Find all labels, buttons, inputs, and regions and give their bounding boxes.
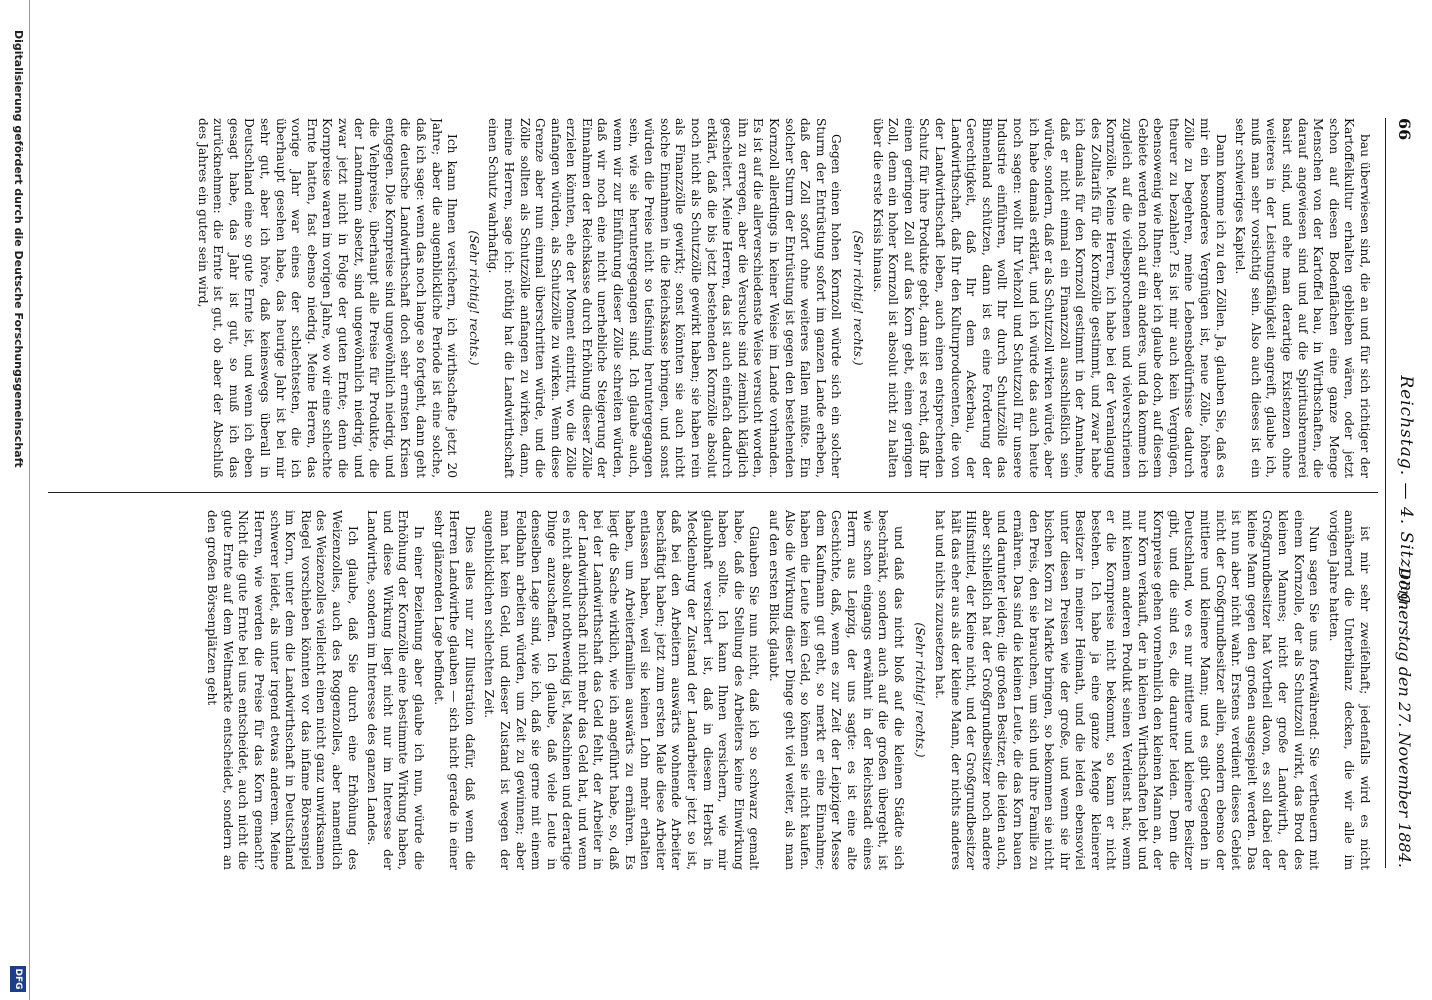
paragraph: Nun sagen Sie uns fortwährend: Sie vertheuern mit einem Kornzolle, der als Schutzzoll wirkt, das Brod des kleinen Mannes; nicht der große Landwirth, der Großgrundbesitzer hat Vortheil davon, es soll dabei der kleine Mann gegen den großen ausgespielt werden. Das ist nun aber nicht wahr. Erstens verdient dieses Gebiet nicht der Großgrundbesitzer allein, sondern ebenso der mittlere und kleinere Mann; und es gibt Gegenden in Deutschland, wo es nur mittlere und kleinere Besitzer gibt, und die sind es, die darunter leiden. Denn die Kornpreise gehen vornehmlich den kleinen Mann an, der nur Korn verkauft, der in kleinen Wirthschaften lebt und mit keinem anderen Produkt seinen Verdienst hat; wenn er die Kornpreise nicht bekommt, so kann er nicht bestehen. Ich habe ja eine ganze Menge kleinerer Besitzer in meiner Heimath, und die leiden ebensoviel unter diesen Preisen wie der große, und wenn sie ihr bischen Korn zu Markte bringen, so bekommen sie nicht den Preis, den sie brauchen, um sich und ihre Familie zu ernähren. Das sind die kleinen Leute, die das Korn bauen und darunter leiden; die großen Besitzer, die leiden auch, aber schließlich hat der Großgrundbesitzer noch andere Hilfsmittel, der Kleine nicht, und der Großgrundbesitzer hält das eher aus als der kleine Mann, der nichts anderes hat und nichts zuzusetzen hat. <box>932 510 1322 870</box>
speaker-reaction: (Sehr richtig! rechts.) <box>913 622 928 758</box>
left-column <box>52 118 1372 478</box>
paragraph: Glauben Sie nun nicht, daß ich so schwarz gemalt habe, daß die Stellung des Arbeiters keine Einwirkung haben sollte. Ich kann Ihnen versichern, wie mir glaubhaft versichert ist, daß in diesem Herbst in Mecklenburg der Zustand der Landarbeiter jetzt so ist, daß bei den Arbeitern auswärts wohnende Arbeiter beschäftigt haben; jetzt zum ersten Male diese Arbeiter entlassen haben, weil sie keinen Lohn mehr erhalten haben, um Arbeiterfamilien auswärts zu ernähren. Es liegt die Sache wirklich, wie ich angeführt habe, so, daß bei der Landwirthschaft das Geld fehlt, der Arbeiter in der Landwirthschaft nicht mehr das Geld hat, und wenn es nicht absolut nothwendig ist, Maschinen und derartige Dinge anzuschaffen. Ich glaube, daß viele Leute in denselben Lage sind, wie ich, daß sie gerne mit einem Feldbahn arbeiten würden, um Zeit zu gewinnen; aber man hat kein Geld, und dieser Zustand ist wegen der augenblicklichen schlechten Zeit. <box>482 510 762 870</box>
paragraph: Gegen einen hohen Kornzoll würde sich ein solcher Sturm der Entrüstung sofort im ganzen Lande erheben, daß der Zoll sofort ohne weiteres fallen müßte. Ein solcher Sturm der Entrüstung ist gegen den bestehenden Kornzoll allerdings in keiner Weise im Lande vorhanden. Es ist auf die allerverschiedenste Weise versucht worden, ihn zu erregen, aber die Versuche sind ziemlich kläglich gescheitert. Meine Herren, das ist auch einfach dadurch erklärt, daß die bis jetzt bestehenden Kornzölle absolut noch nicht als Schutzzölle gewirkt haben; sie haben rein als Finanzzölle gewirkt; sonst könnten sie auch nicht solche Einnahmen in die Reichskasse bringen, und sonst würden die Preise nicht so tiefsinnig heruntergegangen sein, wie sie heruntergegangen sind. Ich glaube auch, wenn wir zur Einführung dieser Zölle schreiten würden, daß wir noch eine nicht unerhebliche Steigerung der Einnahmen der Reichskasse durch Erhöhung dieser Zölle erzielen könnten, ehe der Moment eintritt, wo die Zölle anfangen würden, als Schutzzölle zu wirken. Wenn diese Grenze aber nun einmal überschritten würde, und die Zölle sollten als Schutzzölle anfangen zu wirken, dann, meine Herren, sage ich: nöthig hat die Landwirthschaft einen Schutz wahrhaftig. <box>486 118 844 478</box>
paragraph: Dies alles nur zur Illustration dafür, daß wenn die Herren Landwirthe glauben — sich nicht gerade in einer sehr glänzenden Lage befindet. <box>431 510 477 870</box>
paragraph: ist mir sehr zweifelhaft; jedenfalls wird es nicht annähernd die Unterbilanz decken, die wir alle im vorigen Jahre hatten. <box>1326 510 1372 870</box>
paragraph: In einer Beziehung aber glaube ich nun, würde die Erhöhung der Kornzölle eine bestimmte Wirkung haben, und diese Wirkung liegt nicht nur im Interesse der Landwirthe, sondern im Interesse des ganzen Landes. <box>365 510 426 870</box>
digitization-credit: Digitalisierung gefördert durch die Deutsche Forschungsgemeinschaft <box>12 30 25 468</box>
paragraph: und daß das nicht bloß auf die kleinen Städte sich beschränkt, sondern auch auf die großen übergeht, ist wie schon eingangs erwähnt in der Reichsstadt eines Herrn aus Leipzig, der uns sagte: es ist eine alte Geschichte, daß, wenn es zur Zeit der Leipziger Messe dem Kaufmann gut geht, so merkt er eine Einnahme; haben die Leute kein Geld, so können sie nicht kaufen. Also die Wirkung dieser Dinge geht viel weiter, als man auf den ersten Blick glaubt. <box>767 510 906 870</box>
paragraph: bau überwiesen sind, die an und für sich richtiger der Kartoffelkultur erhalten geblieben wären, oder jetzt schon auf diesen Bodenflächen eine ganze Menge Menschen von der Kartoffel bau, in Wirthschaften, die darauf angewiesen sind und auf die Spiritusbrennerei basirt sind, und ehe man derartige Existenzen ohne weiteres in der Leistungsfähigkeit angreift, glaube ich, muß man sehr vorsichtig sein. Also auch dieses ist ein sehr schwieriges Kapitel. <box>1233 118 1372 478</box>
page-header <box>1385 118 1432 868</box>
header-date: Donnerstag den 27. November 1884. <box>1395 567 1414 868</box>
page-number: 66 <box>1395 118 1414 141</box>
paragraph: Dann komme ich zu den Zöllen. Ja, glauben Sie, daß es mir ein besonderes Vergnügen ist, neue Zölle, höhere Zölle zu begehren, meine Lebensbedürfnisse dadurch theurer zu bezahlen? Es ist mir auch kein Vergnügen, ebensowenig wie Ihnen; aber ich glaube doch, auf diesem Gebiete werden noch auf ein anderes, und da komme ich zugleich auf die vielbesprochenen und vielverschrienen Kornzölle. Meine Herren, ich habe bei der Veranlagung des Zolltarifs für die Kornzölle gestimmt, und zwar habe ich damals für den Kornzoll gestimmt in der Annahme, daß er nicht einmal ein Finanzzoll ausschließlich sein würde, sondern, daß er als Schutzzoll wirken würde, aber ich habe damals erklärt, und ich würde das auch heute noch sagen: wollt Ihr Viehzoll und Schutzzoll für unsere Industrie einführen, wollt Ihr durch Schutzzölle das Binnenland schützen, dann ist es eine Forderung der Gerechtigkeit, daß Ihr dem Ackerbau, der Landwirthschaft, daß Ihr den Kulturproducenten, die von der Landwirthschaft leben, auch einen entsprechenden Schutz für ihre Produkte gebt, dann ist es recht, daß Ihr einen geringen Zoll auf das Korn gebt, einen geringen Zoll, denn ein hoher Kornzoll ist absolut nicht zu halten über die erste Krisis hinaus. <box>870 118 1228 478</box>
right-column <box>52 510 1372 870</box>
footer-strip <box>3 0 30 1000</box>
paragraph: Ich glaube, daß Sie durch eine Erhöhung des Weizenzolles, auch des Roggenzolles, aber namentlich des Weizenzolles vielleicht einen nicht ganz unwirksamen Riegel vorschieben könnten vor das infame Börsenspiel im Korn, unter dem die Landwirthschaft in Deutschland schwerer leidet, als unter irgend etwas anderem. Meine Herren, wie werden die Preise für das Korn gemacht? Nicht die gute Ernte bei uns entscheidet, auch nicht die gute Ernte auf dem Weltmarkte entscheidet, sondern an den großen Börsenplätzen geht <box>205 510 360 870</box>
speaker-reaction: (Sehr richtig! rechts.) <box>851 230 865 366</box>
column-divider <box>48 492 1378 493</box>
dfg-logo: DFG <box>10 966 26 992</box>
speaker-reaction: (Sehr richtig! rechts.) <box>466 230 481 366</box>
paragraph: Ich kann Ihnen versichern, ich wirthschafte jetzt 20 Jahre; aber die augenblickliche Periode ist eine solche, daß ich sage: wenn das noch lange so fortgeht, dann geht die deutsche Landwirthschaft doch sehr ernsten Krisen entgegen. Die Kornpreise sind ungewöhnlich niedrig, und die Viehpreise, überhaupt alle Preise für Produkte, die der Landmann absetzt, sind ungewöhnlich niedrig, und zwar jetzt nicht in Folge der guten Ernte; denn die Kornpreise waren im vorigen Jahre, wo wir eine schlechte Ernte hatten, fast ebenso niedrig. Meine Herren, das vorige Jahr war eines der schlechtesten, die ich überhaupt gesehen habe, das heurige Jahr ist bei mir sehr gut, aber ich höre, daß keineswegs überall in Deutschland eine so gute Ernte ist, und wenn ich eben gesagt habe, das Jahr ist gut, so muß ich das zurücknehmen: die Ernte ist gut, ob aber der Abschluß des Jahres ein guter sein wird, <box>195 118 460 478</box>
header-title: Reichstag. — 4. Sitzung. <box>1396 375 1416 611</box>
